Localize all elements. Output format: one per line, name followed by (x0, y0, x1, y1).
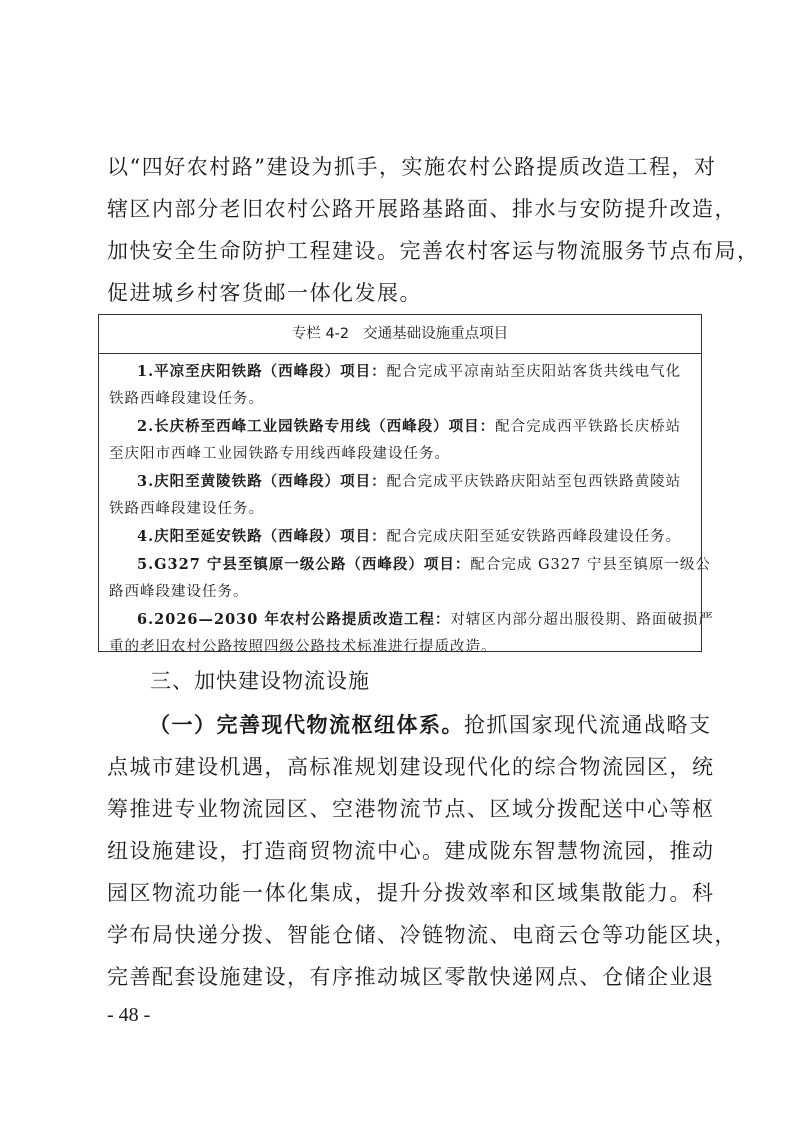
paragraph-line: 加快安全生命防护工程建设。完善农村客运与物流服务节点布局， (107, 239, 760, 263)
project-item (109, 523, 693, 551)
project-lead: 3.庆阳至黄陵铁路（西峰段）项目： (137, 473, 387, 490)
subsection-heading: （一）完善现代物流枢纽体系。 (149, 712, 464, 737)
paragraph-line (107, 704, 712, 746)
project-item (109, 358, 693, 413)
paragraph-line: 以“四好农村路”建设为抓手，实施农村公路提质改造工程，对 (107, 155, 717, 179)
project-item (109, 468, 693, 523)
intro-paragraph (107, 146, 760, 314)
paragraph-line: 点城市建设机遇，高标准规划建设现代化的综合物流园区，统 (107, 755, 715, 779)
paragraph-line: 辖区内部分老旧农村公路开展路基路面、排水与安防提升改造， (107, 197, 737, 221)
project-desc-cont: 铁路西峰段建设任务。 (109, 391, 264, 407)
project-item (109, 413, 693, 468)
paragraph-line: 学布局快递分拨、智能仓储、冷链物流、电商云仓等功能区块， (107, 923, 737, 947)
paragraph-line: 促进城乡村客货邮一体化发展。 (107, 281, 422, 305)
project-desc: 配合完成平凉南站至庆阳站客货共线电气化 (386, 364, 682, 380)
project-lead: 6.2026—2030 年农村公路提质改造工程： (137, 611, 451, 628)
project-item (109, 606, 714, 661)
project-desc-cont: 重的老旧农村公路按照四级公路技术标准进行提质改造。 (109, 639, 497, 655)
box-body (99, 354, 714, 661)
project-item (109, 551, 711, 606)
section-heading: 三、加快建设物流设施 (150, 669, 370, 693)
box-title: 交通基础设施重点项目 (363, 326, 509, 342)
project-desc: 配合完成平庆铁路庆阳站至包西铁路黄陵站 (386, 474, 682, 490)
box-header (99, 315, 701, 354)
project-desc: 配合完成庆阳至延安铁路西峰段建设任务。 (386, 529, 682, 545)
project-desc: 配合完成西平铁路长庆桥站 (495, 419, 682, 435)
project-desc: 配合完成 G327 宁县至镇原一级公 (470, 557, 711, 573)
project-desc-cont: 路西峰段建设任务。 (109, 584, 249, 600)
project-lead: 1.平凉至庆阳铁路（西峰段）项目： (137, 363, 387, 380)
project-lead: 4.庆阳至延安铁路（西峰段）项目： (137, 528, 387, 545)
paragraph-line: 园区物流功能一体化集成，提升分拨效率和区域集散能力。科 (107, 881, 715, 905)
paragraph-text: 抢抓国家现代流通战略支 (464, 713, 712, 737)
logistics-paragraph (107, 704, 737, 998)
project-lead: 5.G327 宁县至镇原一级公路（西峰段）项目： (137, 556, 471, 573)
paragraph-line: 完善配套设施建设，有序推动城区零散快递网点、仓储企业退 (107, 965, 715, 989)
box-number: 专栏 4-2 (291, 326, 350, 342)
project-box (98, 314, 714, 655)
project-lead: 2.长庆桥至西峰工业园铁路专用线（西峰段）项目： (137, 418, 496, 435)
project-desc-cont: 铁路西峰段建设任务。 (109, 501, 264, 517)
project-desc: 对辖区内部分超出服役期、路面破损严 (450, 612, 714, 628)
paragraph-line: 筹推进专业物流园区、空港物流节点、区域分拨配送中心等枢 (107, 797, 715, 821)
project-desc-cont: 至庆阳市西峰工业园铁路专用线西峰段建设任务。 (109, 446, 450, 462)
page-number: - 48 - (107, 1004, 151, 1026)
paragraph-line: 纽设施建设，打造商贸物流中心。建成陇东智慧物流园，推动 (107, 839, 715, 863)
